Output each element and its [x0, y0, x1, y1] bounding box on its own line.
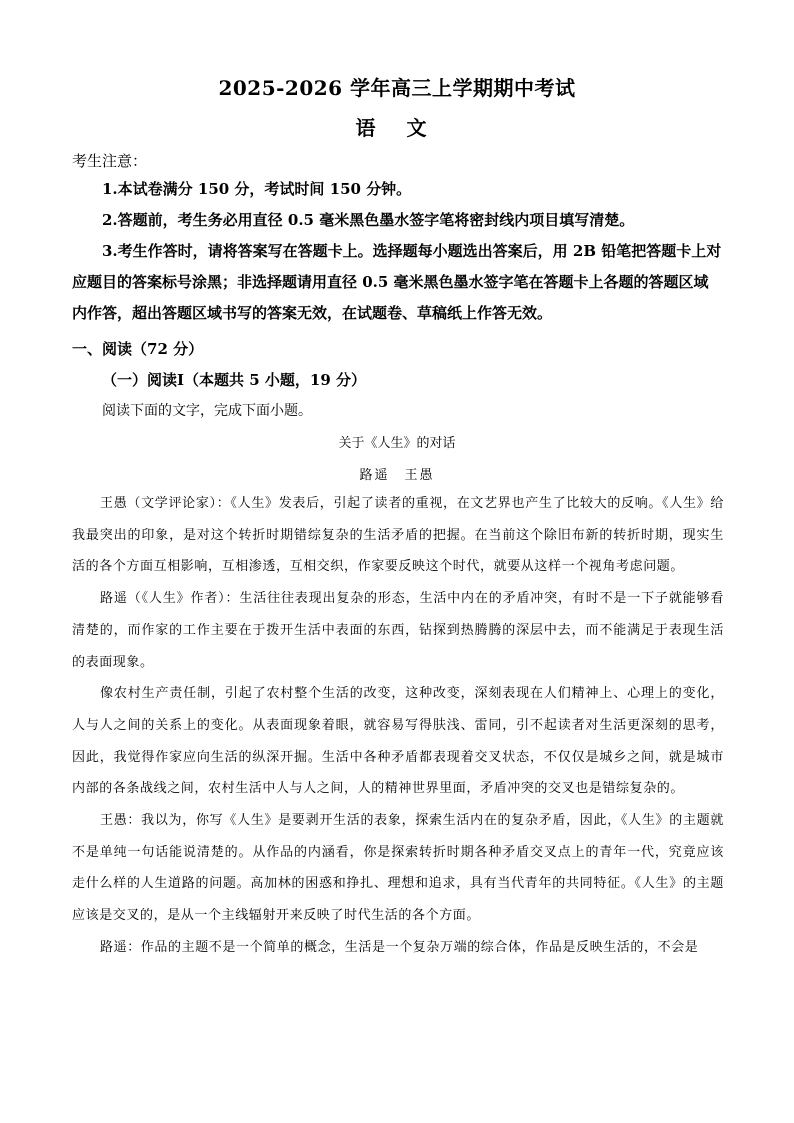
notice-item-1: 1.本试卷满分 150 分，考试时间 150 分钟。	[102, 180, 412, 198]
article-title: 关于《人生》的对话	[338, 436, 456, 451]
article-paragraph: 路遥：作品的主题不是一个简单的概念，生活是一个复杂万端的综合体，作品是反映生活的，不会是	[100, 939, 699, 955]
article-paragraph: 路遥（《人生》作者）：生活往往表现出复杂的形态，生活中内在的矛盾冲突，有时不是一下子就能够看清楚的，而作家的工作主要在于拨开生活中表面的东西，钻探到热腾腾的深层中去，而不能满足于表现生活的表面现象。	[72, 591, 724, 670]
subject-title: 语 文	[355, 116, 439, 140]
notice-item-2: 2.答题前，考生务必用直径 0.5 毫米黑色墨水签字笔将密封线内项目填写清楚。	[102, 211, 635, 229]
article-body	[72, 488, 724, 964]
reading-instruction: 阅读下面的文字，完成下面小题。	[102, 403, 312, 419]
article-paragraph: 像农村生产责任制，引起了农村整个生活的改变，这种改变，深刻表现在人们精神上、心理上的变化，人与人之间的关系上的变化。从表面现象着眼，就容易写得肤浅、雷同，引不起读者对生活更深刻的思考，因此，我觉得作家应向生活的纵深开掘。生活中各种矛盾都表现着交叉状态，不仅仅是城乡之间，就是城市内部的各条战线之间，农村生活中人与人之间，人的精神世界里面，矛盾冲突的交叉也是错综复杂的。	[72, 686, 724, 797]
article-paragraph: 王愚：我以为，你写《人生》是要剥开生活的表象，探索生活内在的复杂矛盾，因此，《人生》的主题就不是单纯一句话能说清楚的。从作品的内涵看，你是探索转折时期各种矛盾交叉点上的青年一代，究竟应该走什么样的人生道路的问题。高加林的困惑和挣扎、理想和追求，具有当代青年的共同特征。《人生》的主题应该是交叉的，是从一个主线辐射开来反映了时代生活的各个方面。	[72, 813, 724, 924]
exam-title: 2025-2026 学年高三上学期期中考试	[218, 76, 576, 100]
section-heading: 一、阅读（72 分）	[72, 340, 204, 358]
article-paragraph: 王愚（文学评论家）：《人生》发表后，引起了读者的重视，在文艺界也产生了比较大的反响。《人生》给我最突出的印象，是对这个转折时期错综复杂的生活矛盾的把握。在当前这个除旧布新的转折时期，现实生活的各个方面互相影响，互相渗透，互相交织，作家要反映这个时代，就要从这样一个视角考虑问题。	[72, 496, 724, 575]
subsection-heading: （一）阅读Ⅰ（本题共 5 小题，19 分）	[102, 371, 366, 389]
notice-list	[72, 174, 722, 329]
notice-heading: 考生注意：	[72, 152, 148, 170]
article-authors: 路遥 王愚	[359, 468, 435, 483]
notice-item-3: 3.考生作答时，请将答案写在答题卡上。选择题每小题选出答案后，用 2B 铅笔把答题卡上对应题目的答案标号涂黑；非选择题请用直径 0.5 毫米黑色墨水签字笔在答题卡上各题的答题区域内作答，超出答题区域书写的答案无效，在试题卷、草稿纸上作答无效。	[72, 242, 722, 322]
